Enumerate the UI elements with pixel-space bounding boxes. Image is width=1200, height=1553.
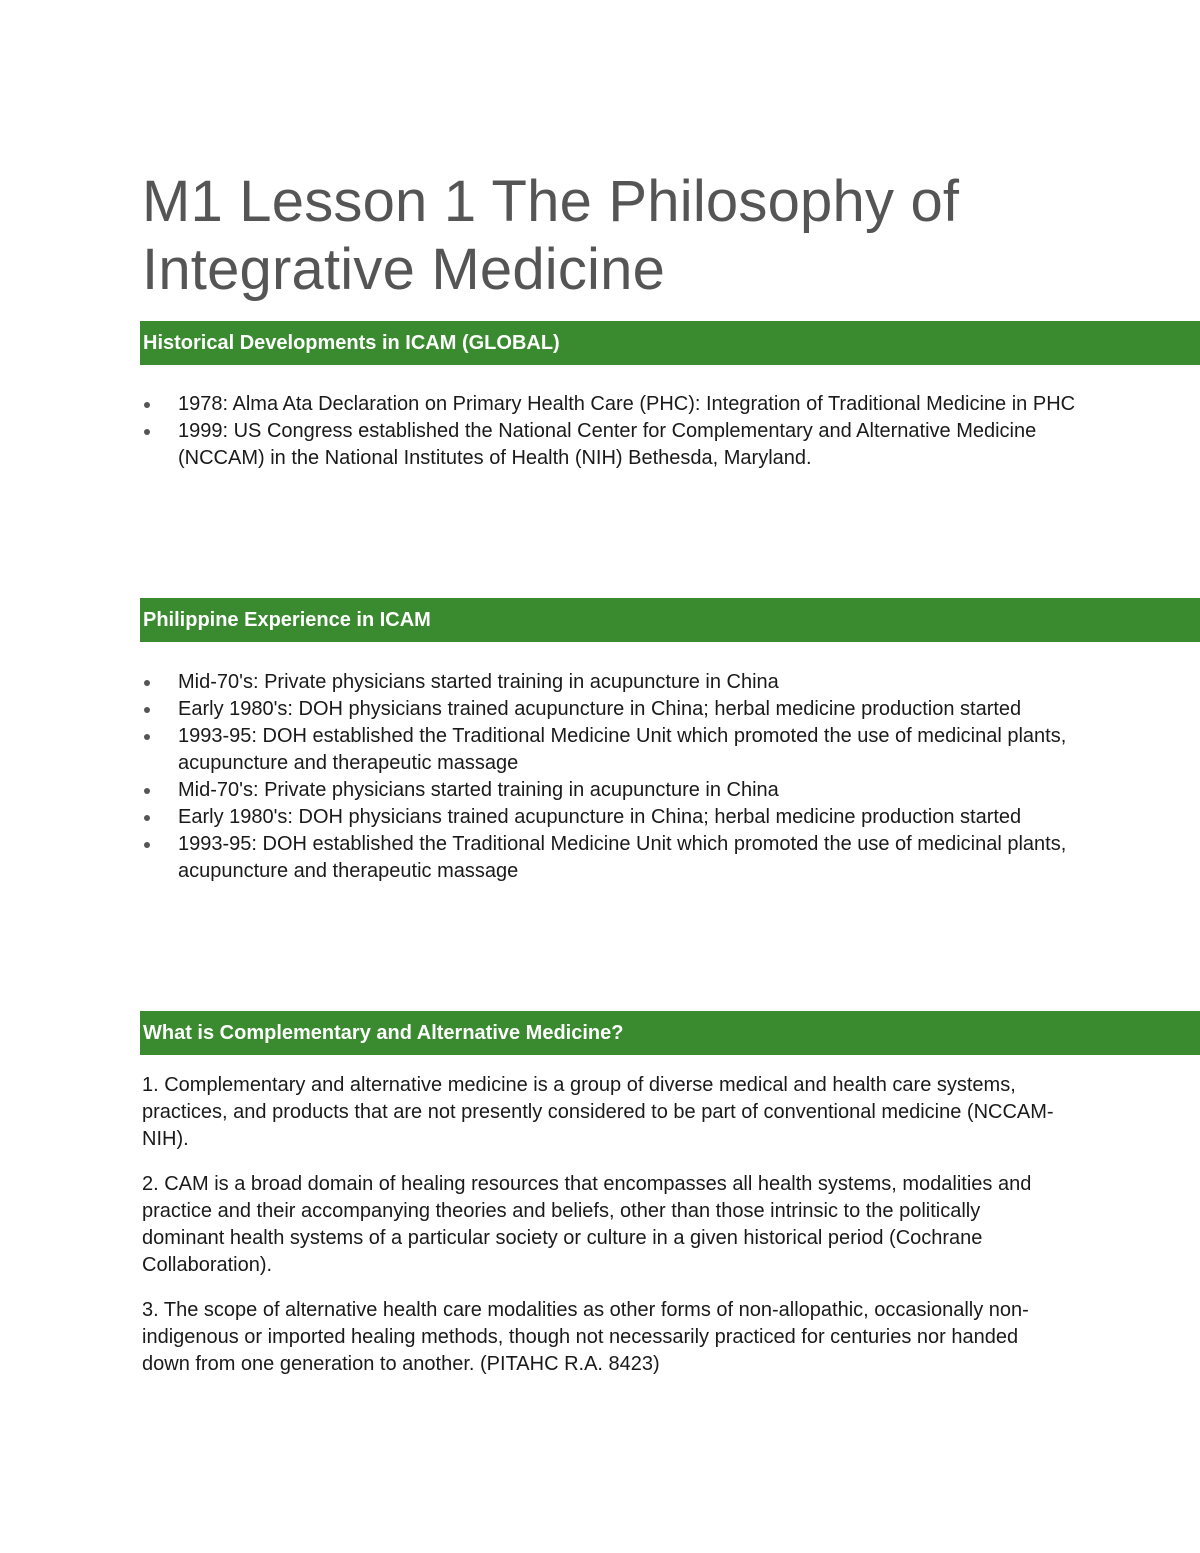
page-title: M1 Lesson 1 The Philosophy of Integrative Medicine: [142, 169, 960, 302]
list-item: Mid-70's: Private physicians started training in acupuncture in China: [140, 777, 1080, 804]
definition-paragraph-1: 1. Complementary and alternative medicine is a group of diverse medical and health care systems, practices, and products that are not presently considered to be part of conventional medicine (NCCAM-NIH).: [142, 1074, 1054, 1150]
definition-paragraph-2: 2. CAM is a broad domain of healing resources that encompasses all health systems, modalities and practice and their accompanying theories and beliefs, other than those intrinsic to the politically dominant health systems of a particular society or culture in a given historical period (Cochrane Collaboration).: [142, 1173, 1032, 1276]
section-heading-global: Historical Developments in ICAM (GLOBAL): [140, 321, 1200, 365]
philippine-experience-list: [140, 669, 1080, 885]
global-history-list: [140, 391, 1080, 472]
list-item: 1999: US Congress established the National Center for Complementary and Alternative Medicine (NCCAM) in the National Institutes of Health (NIH) Bethesda, Maryland.: [140, 418, 1080, 472]
list-item: 1993-95: DOH established the Traditional Medicine Unit which promoted the use of medicinal plants, acupuncture and therapeutic massage: [140, 831, 1080, 885]
section-heading-philippine: Philippine Experience in ICAM: [140, 598, 1200, 642]
list-item: Mid-70's: Private physicians started training in acupuncture in China: [140, 669, 1080, 696]
definition-paragraph-3: 3. The scope of alternative health care modalities as other forms of non-allopathic, occasionally non-indigenous or imported healing methods, though not necessarily practiced for centuries nor handed down from one generation to another. (PITAHC R.A. 8423): [142, 1299, 1029, 1375]
list-item: Early 1980's: DOH physicians trained acupuncture in China; herbal medicine production started: [140, 696, 1080, 723]
section-heading-cam-definition: What is Complementary and Alternative Medicine?: [140, 1011, 1200, 1055]
list-item: Early 1980's: DOH physicians trained acupuncture in China; herbal medicine production started: [140, 804, 1080, 831]
list-item: 1978: Alma Ata Declaration on Primary Health Care (PHC): Integration of Traditional Medicine in PHC: [140, 391, 1080, 418]
list-item: 1993-95: DOH established the Traditional Medicine Unit which promoted the use of medicinal plants, acupuncture and therapeutic massage: [140, 723, 1080, 777]
